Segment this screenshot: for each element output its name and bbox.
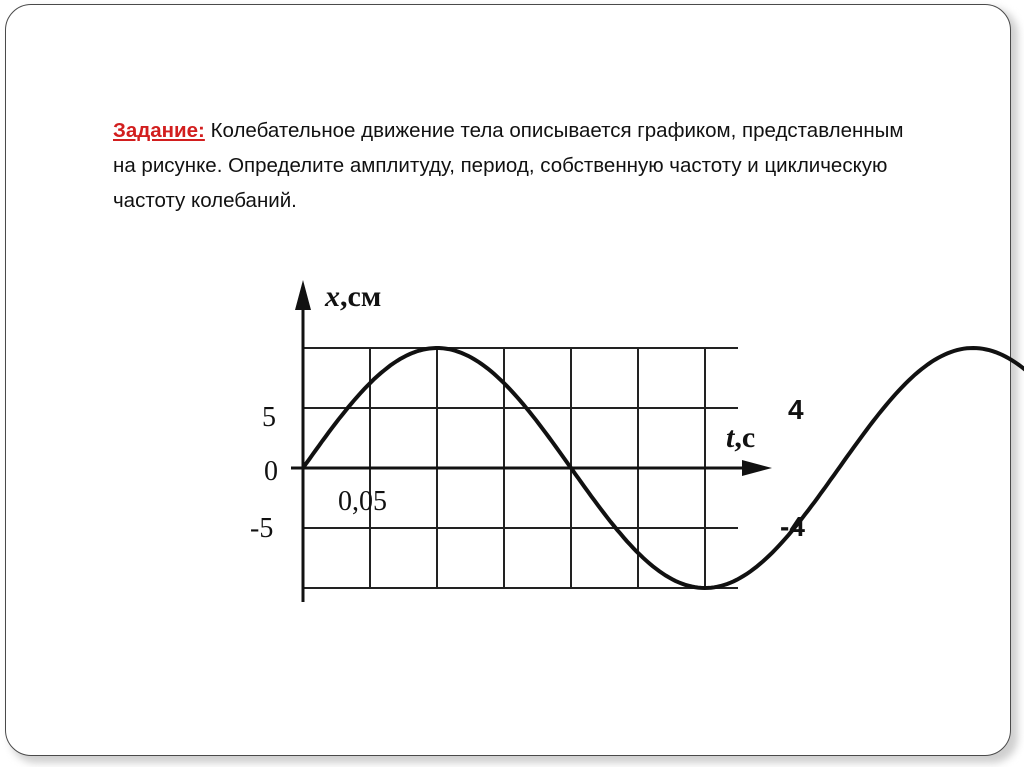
y-axis-arrow: [295, 280, 311, 310]
tick-x-005: 0,05: [338, 486, 387, 517]
tick-y-neg5: -5: [250, 513, 274, 544]
x-axis-arrow: [742, 460, 772, 476]
tick-y-5: 5: [262, 402, 276, 433]
side-label-neg4: -4: [780, 511, 805, 542]
x-axis-label: t,с: [726, 421, 756, 454]
axes: [291, 300, 748, 602]
tick-y-0: 0: [264, 456, 278, 487]
task-description: Колебательное движение тела описывается графиком, представленным на рисунке. Определите амплитуду, период, собственную частоту и циклическую частоту колебаний.: [113, 119, 904, 212]
task-label: Задание:: [113, 119, 205, 142]
side-label-4: 4: [788, 394, 804, 425]
y-axis-label: x,см: [325, 280, 382, 313]
